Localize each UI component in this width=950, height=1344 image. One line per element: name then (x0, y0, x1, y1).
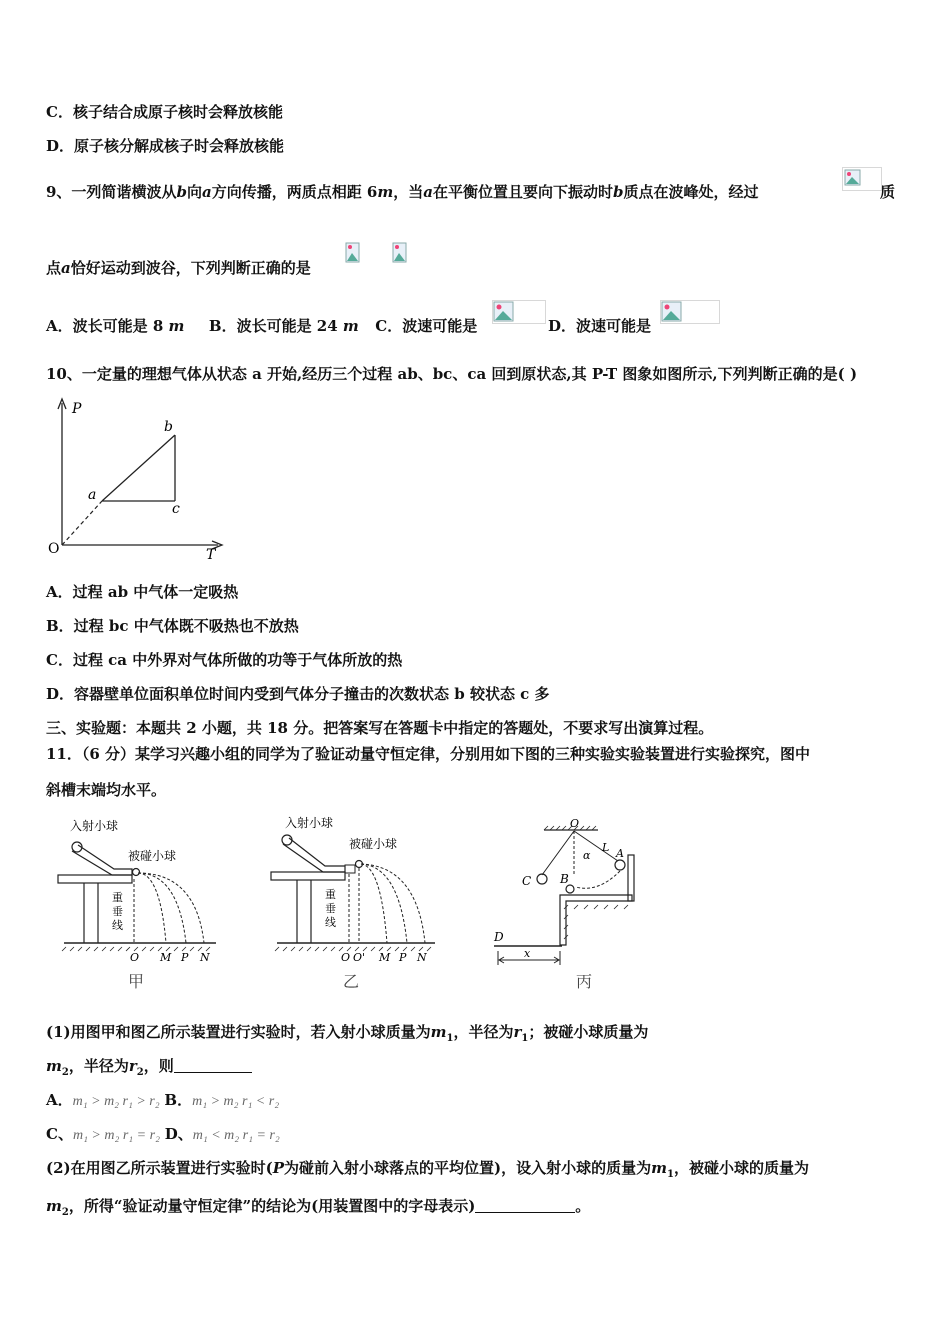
q9-option-d: D．波速可能是 (548, 317, 652, 335)
q11-part1-line2 (46, 1056, 252, 1083)
point-b-label: B (560, 872, 569, 886)
target-ball-label: 被碰小球 (349, 837, 398, 851)
platform-hatch (564, 905, 628, 939)
q11-option-c-math: m₁ > m₂ r₁ = r₂ (72, 1128, 160, 1143)
plumb-label: 垂 (325, 902, 336, 915)
point-o-label: O (130, 951, 140, 964)
q11-sub: 1 (667, 1169, 674, 1180)
string-l (574, 831, 618, 861)
plumb-label: 垂 (112, 905, 123, 918)
q9-options (46, 316, 477, 336)
right-wall (628, 855, 634, 901)
q9-option-b: B．波长可能是 24 (208, 317, 338, 335)
q9-var: a (423, 183, 433, 201)
q9-text: ，当 (393, 183, 424, 201)
point-o-prime-label: O' (353, 951, 366, 964)
point-m-label: M (160, 951, 172, 964)
q9-option-a-unit: m (168, 317, 185, 335)
answer-blank[interactable] (174, 1058, 252, 1073)
q8-option-d: D．原子核分解成核子时会释放核能 (46, 137, 285, 155)
q9-stem-line1-end: 质 (880, 183, 896, 201)
q11-text: ；被碰小球质量为 (528, 1023, 649, 1041)
q11-text: ，则 (143, 1057, 174, 1075)
trajectory-p (138, 873, 186, 943)
q11-text: ，半径为 (68, 1057, 129, 1075)
incident-ball-label: 入射小球 (70, 819, 119, 833)
q10-option-d: D．容器壁单位面积单位时间内受到气体分子撞击的次数状态 b 较状态 c 多 (46, 685, 550, 703)
distance-x-label: x (524, 947, 531, 960)
plumb-label: 重 (325, 888, 336, 901)
q11-var: P (272, 1159, 285, 1177)
extension-dashed-line (62, 501, 102, 545)
q9-option-c: C．波速可能是 (375, 317, 478, 335)
target-ball-label: 被碰小球 (128, 849, 177, 863)
point-n-label: N (417, 951, 427, 964)
q9-text: 质点在波峰处，经过 (623, 183, 759, 201)
process-ab (102, 435, 175, 501)
q9-var: b (613, 183, 624, 201)
table-top (271, 872, 345, 880)
incident-ball (282, 835, 292, 845)
q11-part2-line2 (46, 1196, 590, 1223)
ball-c (537, 874, 547, 884)
q9-text: 在平衡位置且要向下振动时 (433, 183, 614, 201)
string-left (542, 831, 574, 875)
q11-options-cd (46, 1124, 280, 1146)
q9-stem-line1 (46, 182, 759, 202)
q11-option-a-label: A． (46, 1091, 73, 1109)
q11-option-d-label: D、 (164, 1125, 193, 1143)
table-top (58, 875, 132, 883)
q11-options-ab (46, 1090, 279, 1112)
q9-text: 向 (186, 183, 202, 201)
q11-var: m (651, 1159, 667, 1177)
q10-option-a: A．过程 ab 中气体一定吸热 (46, 583, 239, 601)
broken-image-icon (660, 300, 720, 324)
q11-part1-line1 (46, 1022, 648, 1049)
q11-text: 。 (575, 1197, 591, 1215)
incident-ball-label: 入射小球 (285, 816, 334, 830)
q9-stem-line2 (46, 258, 311, 278)
q11-text: ，半径为 (453, 1023, 514, 1041)
q11-option-a-math: m₁ > m₂ r₁ > r₂ (72, 1094, 160, 1109)
plumb-label: 线 (325, 916, 336, 929)
trajectory-n (138, 873, 204, 943)
q11-var: r (513, 1023, 522, 1041)
point-o-label: O (341, 951, 351, 964)
q10-option-b: B．过程 bc 中气体既不吸热也不放热 (46, 617, 299, 635)
point-p-label: P (399, 951, 407, 964)
ball-b (566, 885, 574, 893)
target-ball (133, 869, 140, 876)
q11-text: ，所得“验证动量守恒定律”的结论为(用装置图中的字母表示) (68, 1197, 476, 1215)
broken-image-icon (842, 167, 882, 191)
section3-heading: 三、实验题：本题共 2 小题，共 18 分。把答案写在答题卡中指定的答题处，不要求写出演算过程。 (46, 719, 714, 737)
broken-image-icon (492, 300, 546, 324)
broken-image-icon (392, 242, 406, 264)
q9-var: a (61, 259, 71, 277)
broken-image-icon (345, 242, 359, 264)
trajectory-m (138, 873, 166, 943)
support-post (345, 865, 355, 873)
state-a-label: a (88, 487, 97, 503)
q9-option-b-unit: m (342, 317, 359, 335)
angle-alpha-label: α (583, 849, 591, 862)
figure-caption: 丙 (576, 972, 593, 991)
q9-var: m (377, 183, 394, 201)
figure-caption: 甲 (128, 972, 145, 991)
p-axis-label: P (72, 401, 82, 417)
q11-sub: 2 (136, 1067, 144, 1078)
state-c-label: c (172, 501, 180, 517)
origin-label: O (48, 541, 60, 557)
q11-stem-line2: 斜槽末端均水平。 (46, 781, 167, 799)
trajectory-n (361, 864, 425, 943)
figure-bing (488, 815, 648, 995)
q10-option-c: C．过程 ca 中外界对气体所做的功等于气体所放的热 (46, 651, 403, 669)
q11-option-d-math: m₁ < m₂ r₁ = r₂ (192, 1128, 280, 1143)
point-c-label: C (522, 874, 532, 888)
q11-var: r (128, 1057, 137, 1075)
figure-jia (50, 815, 230, 995)
q11-text: (1)用图甲和图乙所示装置进行实验时，若入射小球质量为 (46, 1023, 431, 1041)
q11-sub: 2 (61, 1207, 69, 1218)
q11-text: ，被碰小球的质量为 (673, 1159, 809, 1177)
q9-text: 9、一列简谐横波从 (46, 183, 177, 201)
q9-var: a (201, 183, 212, 201)
q9-var: b (176, 183, 187, 201)
q8-option-c: C．核子结合成原子核时会释放核能 (46, 103, 283, 121)
point-o-label: O (570, 817, 580, 830)
pt-graph (40, 395, 240, 565)
point-p-label: P (181, 951, 189, 964)
q9-text: 点 (46, 259, 62, 277)
q11-var: m (46, 1197, 62, 1215)
plumb-label: 重 (112, 891, 123, 904)
q11-option-b-label: B． (164, 1091, 193, 1109)
ramp (283, 838, 345, 872)
q11-text: (2)在用图乙所示装置进行实验时( (46, 1159, 273, 1177)
t-axis-label: T (206, 547, 216, 563)
figure-caption: 乙 (343, 972, 360, 991)
q9-option-a: A．波长可能是 8 (46, 317, 164, 335)
answer-blank[interactable] (475, 1198, 575, 1213)
q11-sub: 2 (61, 1067, 69, 1078)
q11-sub: 1 (521, 1033, 529, 1044)
q11-var: m (430, 1023, 447, 1041)
q9-text: 恰好运动到波谷，下列判断正确的是 (70, 259, 311, 277)
length-l-label: L (602, 841, 610, 854)
q11-sub: 1 (446, 1033, 454, 1044)
point-n-label: N (200, 951, 210, 964)
q9-text: 方向传播，两质点相距 6 (211, 183, 378, 201)
q11-text: 为碰前入射小球落点的平均位置)，设入射小球的质量为 (284, 1159, 652, 1177)
trajectory-m (361, 864, 387, 943)
q11-stem-line1: 11．（6 分）某学习兴趣小组的同学为了验证动量守恒定律，分别用如下图的三种实验实验装置进行实验探究，图中 (46, 745, 811, 763)
q11-part2-line1 (46, 1158, 809, 1185)
figure-yi (265, 812, 445, 992)
q11-option-b-math: m₁ > m₂ r₁ < r₂ (192, 1094, 280, 1109)
ball-a (615, 860, 625, 870)
point-d-label: D (494, 930, 504, 944)
swing-arc (576, 871, 620, 888)
trajectory-p (361, 864, 407, 943)
q11-var: m (46, 1057, 62, 1075)
q10-stem: 10、一定量的理想气体从状态 a 开始,经历三个过程 ab、bc、ca 回到原状态,其 P-T 图象如图所示,下列判断正确的是( ) (46, 365, 858, 383)
point-m-label: M (379, 951, 391, 964)
q11-option-c-label: C、 (46, 1125, 73, 1143)
plumb-label: 线 (112, 919, 123, 932)
state-b-label: b (164, 419, 173, 435)
point-a-label: A (616, 847, 624, 860)
step-platform (560, 895, 632, 945)
